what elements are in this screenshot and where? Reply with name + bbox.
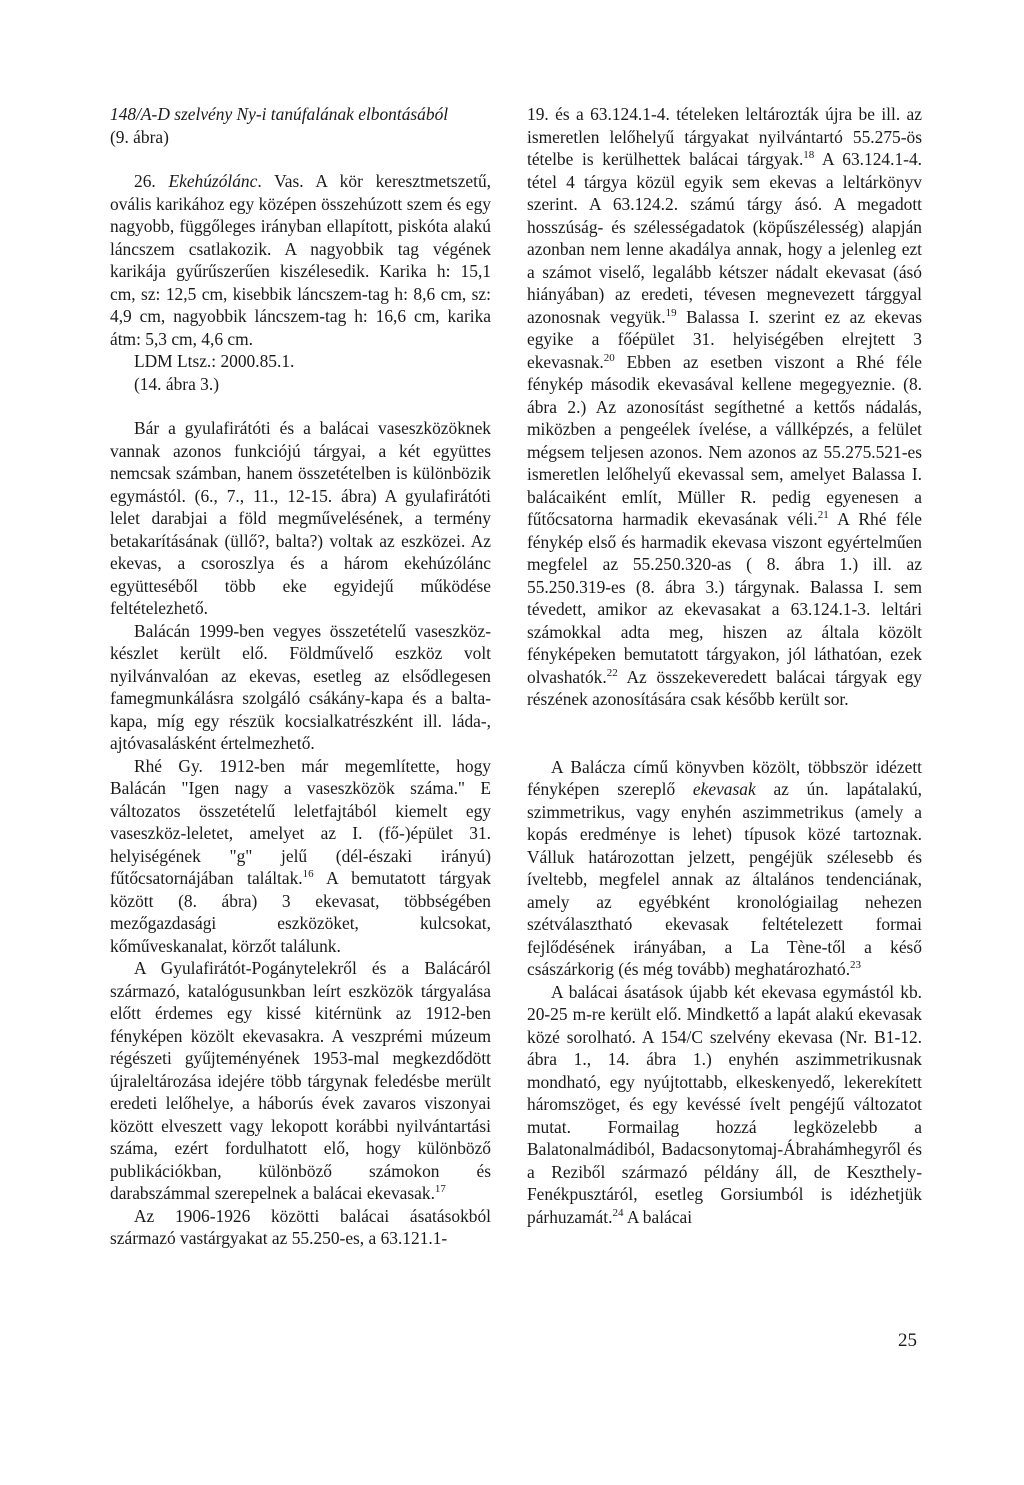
page-number: 25 bbox=[898, 1330, 917, 1351]
heading-line-1: 148/A-D szelvény Ny-i tanúfalának elbontásából bbox=[110, 104, 449, 124]
footnote-ref: 20 bbox=[603, 351, 615, 364]
emphasis: ekevasak bbox=[692, 779, 756, 799]
footnote-ref: 19 bbox=[665, 306, 677, 319]
paragraph: Bár a gyulafirátóti és a balácai vaseszközöknek vannak azonos funkciójú tárgyai, a két együttes nemcsak számban, hanem összetételben is különbözik egymástól. (6., 7., 11., 12-15. ábra) A gyulafirátóti lelet darabjai a föld megművelésének, a termény betakarításának (üllő?, balta?) voltak az eszközei. Az ekevas, a csoroszlya és a három ekehúzólánc együtteséből több eke egyidejű működése feltételezhető. bbox=[110, 418, 491, 618]
entry-number: 26. bbox=[134, 171, 169, 191]
heading-line-2: (9. ábra) bbox=[110, 126, 169, 147]
footnote-ref: 23 bbox=[850, 959, 862, 972]
entry-name: Ekehúzólánc bbox=[168, 171, 258, 191]
entry-figure-ref: (14. ábra 3.) bbox=[134, 373, 219, 394]
paragraph: A balácai ásatások újabb két ekevasa egymástól kb. 20-25 m-re került elő. Mindkettő a lapát alakú ekevasak közé sorolható. A 154/C szelvény ekevasa (Nr. B1-12. ábra 1., 14. ábra 1.) enyhén aszimmetrikusnak mondható, egy nyújtottabb, elkeskenyedő, lekerekített háromszöget, és egy kevéssé ívelt pengéjű változatot mutat. Formailag hozzá legközelebb a Balatonalmádiból, Badacsonytomaj-Ábrahámhegyről és a Reziből származó példány áll, de Keszthely-Fenékpusztáról, esetleg Gorsiumból is idézhetjük párhuzamát.$^{24}$ A balácai bbox=[527, 981, 922, 1227]
entry-inventory-number: LDM Ltsz.: 2000.85.1. bbox=[134, 351, 295, 371]
footnote-ref: 16 bbox=[302, 868, 314, 881]
paragraph: A Gyulafirátót-Pogánytelekről és a Balácáról származó, katalógusunkban leírt eszközök tárgyalása előtt érdemes egy kissé kitérnünk az 1912-ben fényképen közölt ekevasakra. A veszprémi múzeum régészeti gyűjteményének 1953-mal megkezdődött újraleltározása idejére több tárgynak feledésbe merült eredeti lelőhelye, a háborús évek zavaros viszonyai között elveszett vagy lekopott korábbi nyilvántartási száma, ezért fordulhatott elő, hogy különböző publikációkban, különböző számokon és darabszámmal szerepelnek a balácai ekevasak.$^{17}$ bbox=[110, 958, 491, 1203]
footnote-ref: 24 bbox=[612, 1206, 624, 1219]
paragraph: Balácán 1999-ben vegyes összetételű vaseszköz-készlet került elő. Földművelő eszköz volt nyilvánvalóan az ekevas, esetleg az elsődlegesen famegmunkálásra szolgáló csákány-kapa és a balta-kapa, míg egy részük kocsialkatrészként ill. láda-, ajtóvasalásként értelmezhető. bbox=[110, 620, 491, 753]
footnote-ref: 17 bbox=[434, 1183, 446, 1196]
footnote-ref: 22 bbox=[606, 666, 618, 679]
section-heading bbox=[110, 103, 491, 148]
left-column bbox=[110, 103, 491, 1250]
catalog-entry bbox=[110, 170, 491, 350]
footnote-ref: 18 bbox=[803, 149, 815, 162]
paragraph: A Balácza című könyvben közölt, többször idézett fényképen szereplő ekevasak az ún. lapátalakú, szimmetrikus, vagy enyhén aszimmetrikus (amely a kopás eredménye is lehet) típusok közé tartoznak. Válluk határozottan jelzett, pengéjük szélesebb és íveltebb, megfelel annak az általános tendenciának, amely az egyébként kronológiailag nehezen szétválasztható ekevasak feltételezett formai fejlődésének irányában, a La Tène-től a késő császárkorig (és még tovább) meghatározható.$^{23}$ bbox=[527, 756, 922, 979]
paragraph: Rhé Gy. 1912-ben már megemlítette, hogy Balácán "Igen nagy a vaseszközök száma." E változatos összetételű leletfajtából kiemelt egy vaseszköz-leletet, amelyet az I. (fő-)épület 31. helyiségének "g" jelű (dél-északi irányú) fűtőcsatornájában találtak.$^{16}$ A bemutatott tárgyak között (8. ábra) 3 ekevasat, többségében mezőgazdasági eszközöket, kulcsokat, kőműveskanalat, körzőt találunk. bbox=[110, 755, 491, 956]
paragraph: 19. és a 63.124.1-4. tételeken leltározták újra be ill. az ismeretlen lelőhelyű tárgyakat nyilvántartó 55.275-ös tételbe is kerülhettek balácai tárgyak.$^{18}$ A 63.124.1-4. tétel 4 tárgya közül egyik sem ekevas a leltárkönyv szerint. A 63.124.2. számú tárgy ásó. A megadott hosszúság- és szélességadatok (köpűszélesség) alapján azonban nem lenne akadálya annak, hogy a jelenleg ezt a számot viselő, legalább kétszer nádalt ekevasat (ásó hiányában) az eredeti, tévesen megnevezett tárggyal azonosnak vegyük.$^{19}$ Balassa I. szerint ez az ekevas egyike a főépület 31. helyiségében elrejtett 3 ekevasnak.$^{20}$ Ebben az esetben viszont a Rhé féle fénykép második ekevasával kellene megegyeznie. (8. ábra 2.) Az azonosítást segíthetné a kettős nádalás, miközben a pengeélek ívelése, a vállképzés, a felület mégsem teljesen azonos. Nem azonos az 55.275.521-es ismeretlen lelőhelyű ekevassal sem, amelyet Balassa I. balácaiként említ, Müller R. pedig egyenesen a fűtőcsatorna harmadik ekevasának véli.$^{21}$ A Rhé féle fénykép első és harmadik ekevasa viszont egyértelműen megfelel az 55.250.320-as ( 8. ábra 1.) ill. az 55.250.319-es (8. ábra 3.) tárgynak. Balassa I. sem tévedett, amikor az ekevasakat a 63.124.1-3. leltári számokkal adta meg, hiszen az általa közölt fényképeken bemutatott tárgyakon, jól láthatóan, ezek olvashatók.$^{22}$ Az összekeveredett balácai tárgyak egy részének azonosítására csak később került sor. bbox=[527, 104, 922, 709]
footnote-ref: 21 bbox=[817, 509, 829, 522]
right-column bbox=[527, 103, 922, 1228]
entry-description: . Vas. A kör keresztmetszetű, ovális karikához egy középen összehúzott szem és egy nagyobb, függőleges irányban ellapított, piskóta alakú láncszem csatlakozik. A nagyobbik tag végének karikája gyűrűszerűen kiszélesedik. Karika h: 15,1 cm, sz: 12,5 cm, kisebbik láncszem-tag h: 8,6 cm, sz: 4,9 cm, nagyobbik láncszem-tag h: 16,6 cm, karika átm: 5,3 cm, 4,6 cm. bbox=[110, 171, 492, 349]
paragraph: Az 1906-1926 közötti balácai ásatásokból származó vastárgyakat az 55.250-es, a 63.121.1- bbox=[110, 1205, 491, 1248]
